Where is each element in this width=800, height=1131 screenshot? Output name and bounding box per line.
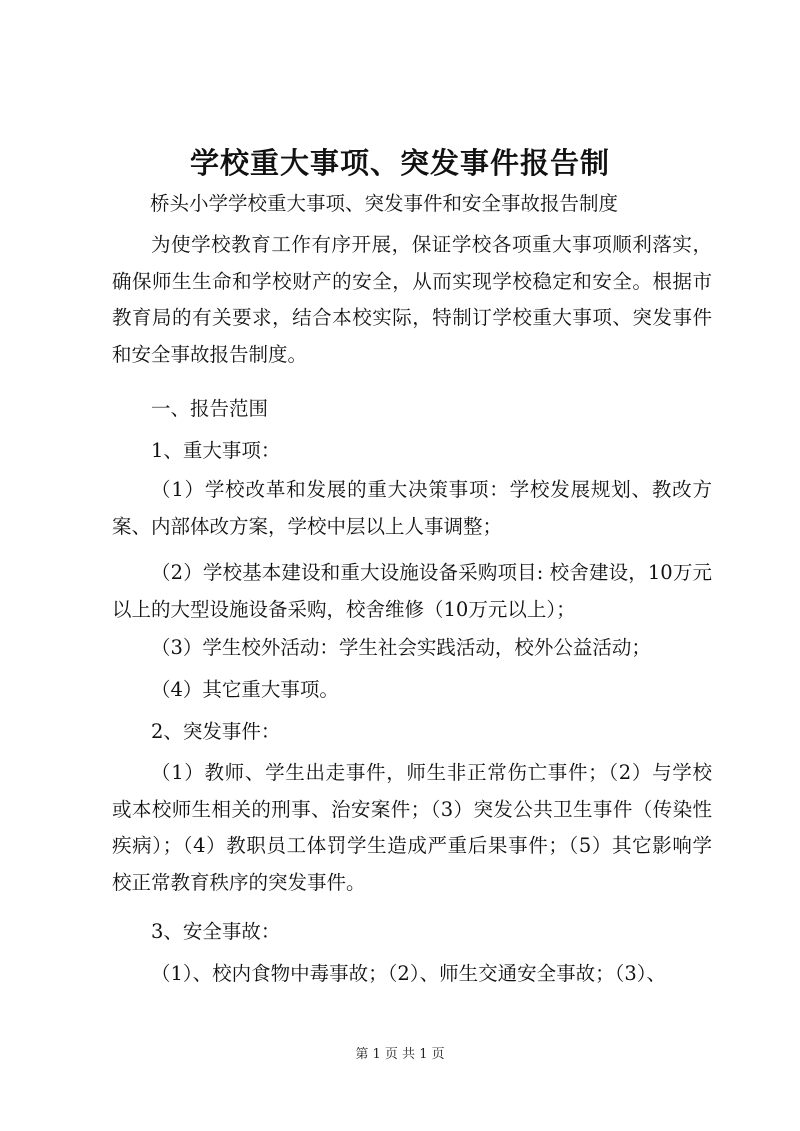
paragraph-emergencies: （1）教师、学生出走事件，师生非正常伤亡事件；（2）与学校或本校师生相关的刑事、治安案件；（3）突发公共卫生事件（传染性疾病）；（4）教职员工体罚学生造成严重后果事件；（5）其它影响学校正常教育秩序的突发事件。 <box>112 761 712 894</box>
document-subtitle: 桥头小学学校重大事项、突发事件和安全事故报告制度 <box>150 192 619 215</box>
document-title: 学校重大事项、突发事件报告制 <box>189 146 610 180</box>
paragraph-item-1-2: （2）学校基本建设和重大设施设备采购项目: 校舍建设，10万元以上的大型设施设备采购，校舍维修（10万元以上）； <box>112 561 712 621</box>
subsection-safety-accidents: 3、安全事故： <box>151 920 281 943</box>
subsection-emergencies: 2、突发事件： <box>151 720 281 743</box>
page-footer: 第 1 页 共 1 页 <box>355 1047 445 1062</box>
paragraph-intro: 为使学校教育工作有序开展，保证学校各项重大事项顺利落实，确保师生生命和学校财产的安全，从而实现学校稳定和安全。根据市教育局的有关要求，结合本校实际，特制订学校重大事项、突发事件和安全事故报告制度。 <box>112 233 712 366</box>
subsection-major-items: 1、重大事项： <box>151 439 281 462</box>
section-heading-scope: 一、报告范围 <box>151 397 269 420</box>
paragraph-safety-accidents: （1）、校内食物中毒事故；（2）、师生交通安全事故；（3）、 <box>151 962 666 985</box>
paragraph-item-1-3: （3）学生校外活动：学生社会实践活动，校外公益活动； <box>151 636 651 659</box>
paragraph-item-1-4: （4）其它重大事项。 <box>151 678 339 701</box>
paragraph-item-1-1: （1）学校改革和发展的重大决策事项：学校发展规划、教改方案、内部体改方案，学校中层以上人事调整； <box>112 478 712 538</box>
